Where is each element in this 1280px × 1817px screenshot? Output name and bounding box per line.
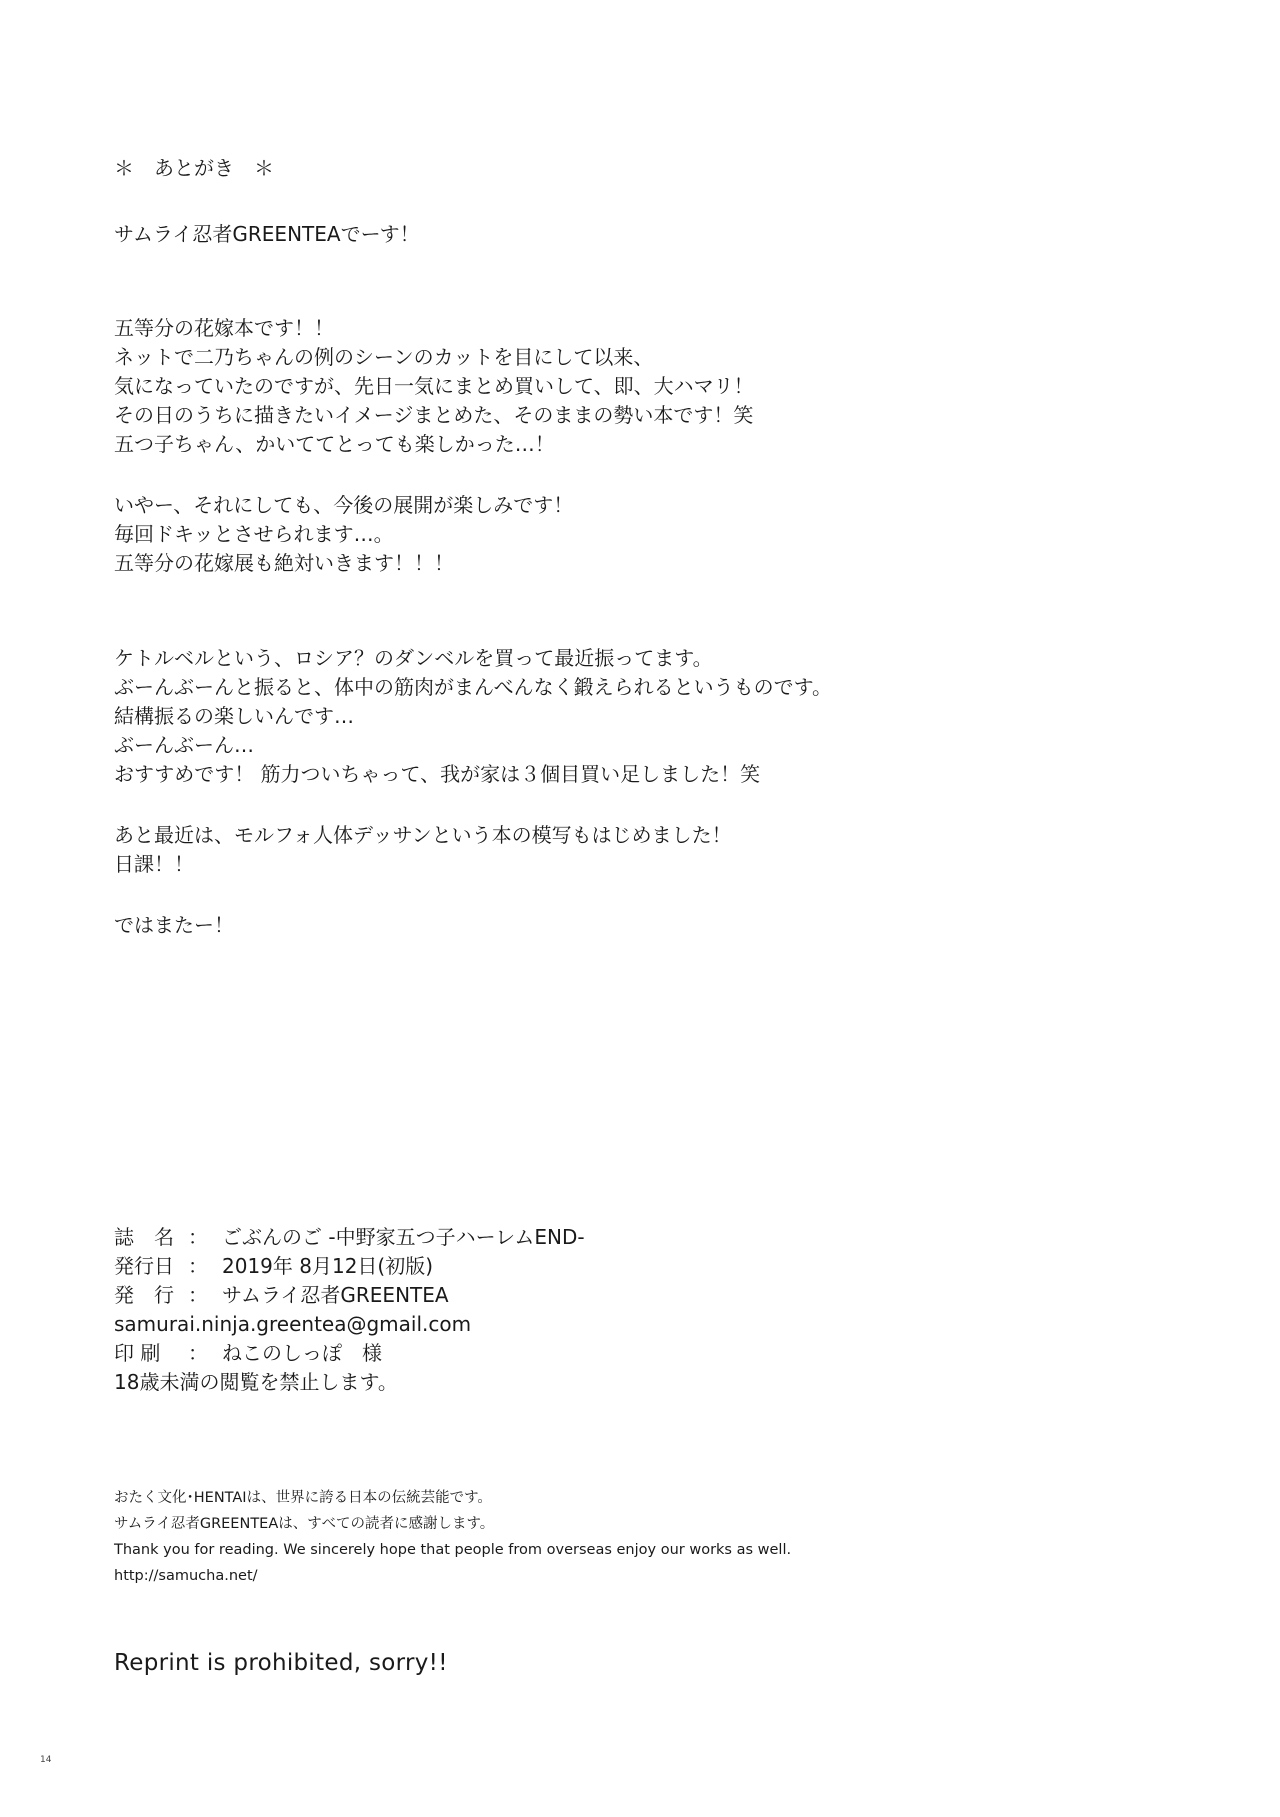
colophon-printer-row	[114, 1341, 382, 1365]
afterword-line: ぶーんぶーん…	[114, 733, 254, 757]
afterword-line: ぶーんぶーんと振ると、体中の筋肉がまんべんなく鍛えられるというものです。	[114, 675, 832, 699]
colophon-title-row	[114, 1225, 585, 1249]
afterword-line: 結構振るの楽しいんです…	[114, 704, 354, 728]
colophon-publisher-key: 発 行	[114, 1283, 174, 1307]
afterword-line: 毎回ドキッとさせられます…。	[114, 522, 394, 546]
afterword-line: あと最近は、モルフォ人体デッサンという本の模写もはじめました！	[114, 823, 732, 847]
colophon-separator: ：	[188, 1254, 208, 1278]
afterword-line: ではまたー！	[114, 913, 234, 937]
afterword-heading: ＊ あとがき ＊	[114, 156, 274, 180]
colophon-separator: ：	[188, 1225, 208, 1249]
reprint-notice: Reprint is prohibited, sorry!!	[114, 1650, 448, 1676]
footer-thanks-english: Thank you for reading. We sincerely hope that people from overseas enjoy our works as well.	[114, 1542, 792, 1558]
colophon-date-key: 発行日	[114, 1254, 174, 1278]
afterword-line: 五等分の花嫁本です！！	[114, 316, 334, 340]
footer-otaku-culture: おたく文化･HENTAIは、世界に誇る日本の伝統芸能です。	[114, 1490, 492, 1506]
afterword-line: ネットで二乃ちゃんの例のシーンのカットを目にして以来、	[114, 345, 654, 369]
afterword-line: 五等分の花嫁展も絶対いきます！！！	[114, 551, 454, 575]
colophon-age-notice: 18歳未満の閲覧を禁止します。	[114, 1370, 398, 1394]
afterword-line: いやー、それにしても、今後の展開が楽しみです！	[114, 493, 574, 517]
colophon-publisher-value: サムライ忍者GREENTEA	[222, 1283, 449, 1307]
colophon-publisher-row	[114, 1283, 449, 1307]
footer-thanks-japanese: サムライ忍者GREENTEAは、すべての読者に感謝します。	[114, 1516, 495, 1532]
colophon-separator: ：	[188, 1283, 208, 1307]
afterword-line: サムライ忍者GREENTEAでーす！	[114, 222, 420, 246]
afterword-line: ケトルベルという、ロシア？のダンベルを買って最近振ってます。	[114, 646, 713, 670]
page-number: 14	[40, 1755, 52, 1765]
colophon-separator: ：	[188, 1341, 208, 1365]
afterword-line: おすすめです！ 筋力ついちゃって、我が家は３個目買い足しました！笑	[114, 762, 761, 786]
colophon-printer-key: 印 刷	[114, 1341, 161, 1365]
colophon-title-key: 誌 名	[114, 1225, 174, 1249]
colophon-title-value: ごぶんのご -中野家五つ子ハーレムEND-	[222, 1225, 585, 1249]
colophon-date-row	[114, 1254, 433, 1278]
afterword-line: 気になっていたのですが、先日一気にまとめ買いして、即、大ハマリ！	[114, 374, 754, 398]
colophon-date-value: 2019年 8月12日(初版)	[222, 1254, 434, 1278]
colophon-printer-value: ねこのしっぽ 様	[222, 1341, 382, 1365]
afterword-line: その日のうちに描きたいイメージまとめた、そのままの勢い本です！笑	[114, 403, 754, 427]
afterword-line: 日課！！	[114, 852, 194, 876]
colophon-email: samurai.ninja.greentea@gmail.com	[114, 1312, 472, 1336]
footer-url: http://samucha.net/	[114, 1568, 258, 1584]
afterword-line: 五つ子ちゃん、かいててとっても楽しかった…！	[114, 432, 555, 456]
